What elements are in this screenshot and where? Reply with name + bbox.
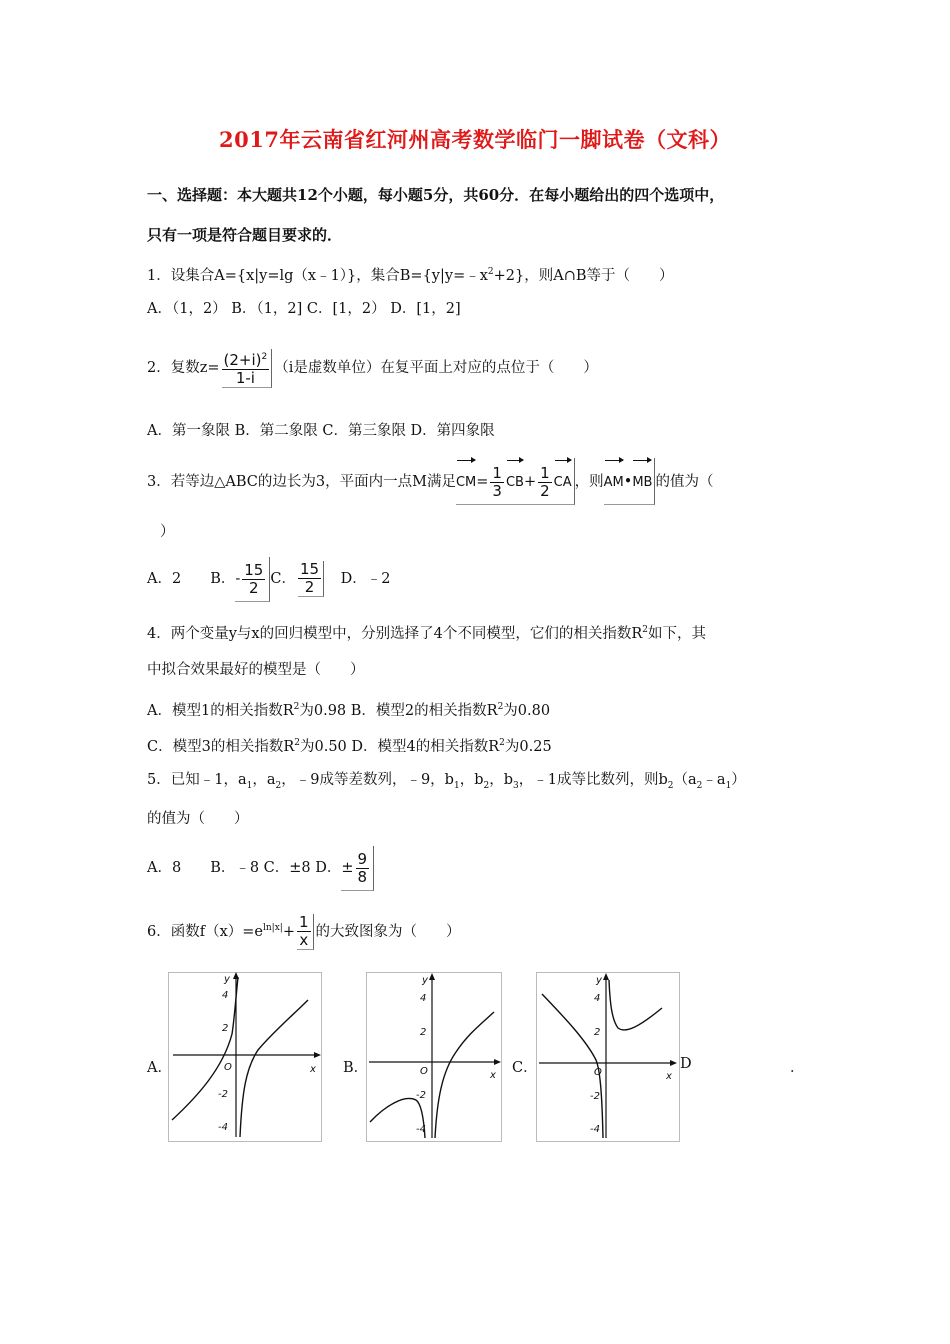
question-3-stem: 3．若等边△ABC的边长为3，平面内一点M满足CM= $\frac{1}{3}$ CB+ $\frac{1}{2}$ CA ，则AM•MB 的值为（ [147,458,713,505]
svg-text:4: 4 [594,993,601,1004]
graph-label-c: C． [512,1060,538,1076]
question-4-options-cd: C．模型3的相关指数$R^2$为0.50 D．模型4的相关指数$R^2$为0.25 [147,738,552,755]
svg-text:-4: -4 [590,1124,600,1135]
graph-label-a: A． [147,1060,172,1076]
question-6-stem: 6．函数$f(x)=e^{ln|x|}+$ $\frac{1}{x}$ 的大致图象为（ ） [147,912,461,949]
graph-label-d-dot: ． [790,1060,805,1076]
svg-text:O: O [224,1062,232,1073]
svg-text:y: y [596,975,602,986]
graph-b-frame [367,973,502,1142]
graph-c-curve-right [609,980,662,1030]
graph-c-frame [537,973,680,1142]
question-5-options: A．8 B．﹣8 C．±8 D．± $\frac{9}{8}$ [147,846,374,891]
question-3-close-paren: ） [160,524,175,540]
svg-text:x: x [666,1071,672,1082]
svg-text:x: x [310,1064,316,1075]
graph-a-frame [169,973,322,1142]
svg-text:-4: -4 [218,1122,228,1133]
svg-text:-2: -2 [590,1091,600,1102]
question-1-options: A．（1，2） B．（1，2] C．[1，2） D．[1，2] [147,301,461,317]
graph-label-d: D [680,1056,692,1072]
question-4-stem-line1: 4．两个变量y与x的回归模型中，分别选择了4个不同模型，它们的相关指数$R^2$如下，其 [147,625,706,642]
graph-a-curve-right [240,1000,308,1137]
graph-label-b: B． [343,1060,369,1076]
svg-text:2: 2 [420,1027,427,1038]
exam-title: 2017年云南省红河州高考数学临门一脚试卷（文科） [219,127,731,152]
complex-fraction: $\frac{(2+i)^2}{1-i}$ [222,349,273,388]
svg-text:2: 2 [222,1023,229,1034]
question-2-options: A．第一象限 B．第二象限 C．第三象限 D．第四象限 [147,423,495,439]
svg-text:4: 4 [222,990,229,1001]
svg-text:-2: -2 [416,1090,426,1101]
question-5-stem-line2: 的值为（ ） [147,811,249,827]
graph-b-curve-right [435,1012,494,1138]
question-4-stem-line2: 中拟合效果最好的模型是（ ） [147,662,365,678]
svg-text:y: y [422,975,428,986]
graph-b [366,972,502,1142]
graph-c [536,972,680,1142]
dot-product: AM•MB [604,458,656,505]
graph-a [168,972,322,1142]
svg-text:-4: -4 [416,1124,426,1135]
vector-equation: CM= $\frac{1}{3}$ CB+ $\frac{1}{2}$ CA [456,458,575,505]
question-3-options: A．2 B．- $\frac{15}{2}$ C． $\frac{15}{2}$ D．﹣2 [147,557,390,602]
question-4-options-ab: A．模型1的相关指数$R^2$为0.98 B．模型2的相关指数$R^2$为0.80 [147,702,551,719]
svg-text:x: x [490,1070,496,1081]
question-5-stem-line1: 5．已知﹣1，$a_1$，$a_2$，﹣9成等差数列，﹣9，$b_1$，$b_2$，$b_3$，﹣1成等比数列，则$b_2(a_2﹣a_1)$ [147,772,746,791]
question-1-stem: 1．设集合A={x|y=lg（x﹣1）}，集合$B=\{y|y=﹣x^2+2\}$，则A∩B等于（ ） [147,267,674,284]
section-instructions-line1: 一、选择题：本大题共12个小题，每小题5分，共60分．在每小题给出的四个选项中， [147,186,725,204]
svg-text:O: O [420,1066,428,1077]
svg-text:2: 2 [594,1027,601,1038]
svg-text:4: 4 [420,993,427,1004]
svg-text:y: y [224,974,230,985]
question-2-stem: 2．复数z= $\frac{(2+i)^2}{1-i}$ （i是虚数单位）在复平面上对应的点位于（ ） [147,350,598,387]
section-instructions-line2: 只有一项是符合题目要求的． [147,226,343,244]
svg-text:O: O [594,1067,602,1078]
svg-text:-2: -2 [218,1089,228,1100]
graph-c-curve-left [542,994,603,1138]
